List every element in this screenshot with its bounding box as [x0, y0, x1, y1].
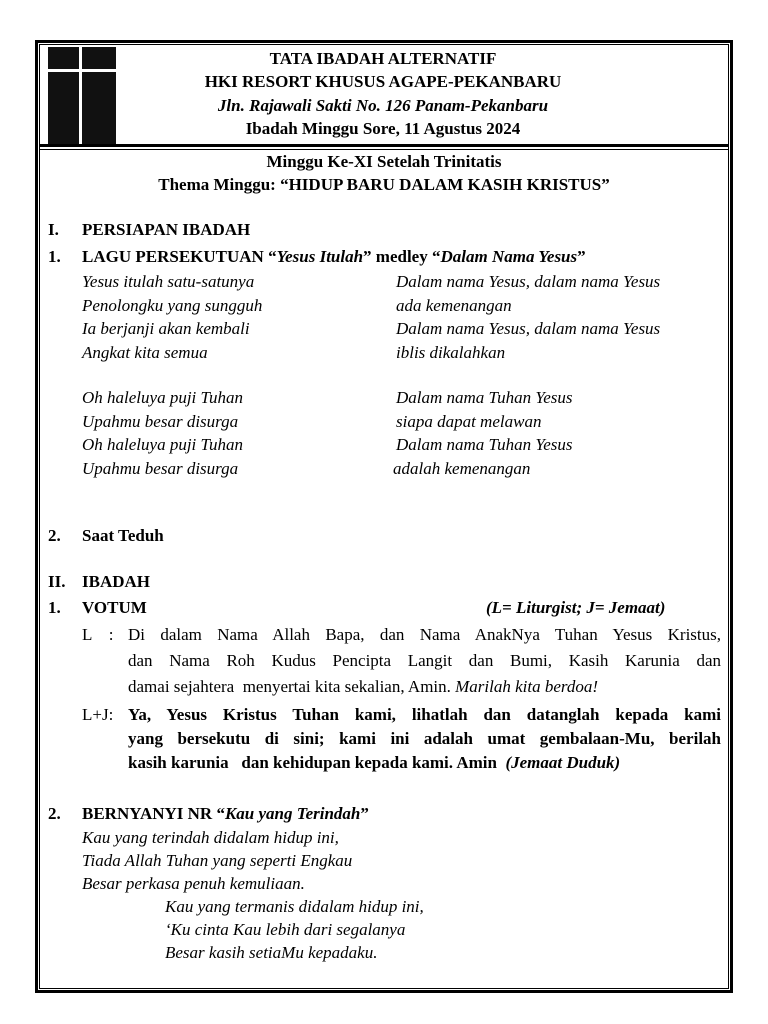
lyric-line: iblis dikalahkan [396, 342, 506, 362]
liturgist-line: dan Nama Roh Kudus Pencipta Langit dan Bumi, Kasih Karunia dan [128, 651, 721, 670]
lyric-line: Dalam nama Tuhan Yesus [396, 435, 573, 454]
lyric-line: Upahmu besar disurga [82, 411, 239, 431]
header-divider-thick [39, 144, 729, 147]
liturgist-label: L : [82, 625, 114, 644]
lyric-line: Dalam nama Yesus, dalam nama Yesus [396, 272, 661, 291]
item-title: Saat Teduh [82, 526, 164, 545]
sunday-label: Minggu Ke-XI Setelah Trinitatis [266, 152, 502, 171]
doc-title: TATA IBADAH ALTERNATIF [269, 49, 497, 68]
section-title: IBADAH [82, 572, 151, 591]
section-number: II. [48, 572, 66, 591]
lyric-line: siapa dapat melawan [396, 411, 542, 431]
item-title: VOTUM [82, 598, 147, 617]
lyric-line: Kau yang termanis didalam hidup ini, [165, 897, 424, 916]
item-number: 2. [48, 804, 61, 823]
lyric-line: Dalam nama Tuhan Yesus [396, 388, 573, 407]
church-name: HKI RESORT KHUSUS AGAPE-PEKANBARU [204, 72, 562, 91]
cross-icon [48, 47, 116, 145]
church-address: Jln. Rajawali Sakti No. 126 Panam-Pekanbaru [217, 96, 549, 115]
item-number: 1. [48, 598, 61, 617]
liturgist-line: Di dalam Nama Allah Bapa, dan Nama AnakNya Tuhan Yesus Kristus, [128, 625, 721, 644]
lyric-line: Yesus itulah satu-satunya [82, 272, 255, 291]
lyric-line: Oh haleluya puji Tuhan [82, 388, 244, 407]
congregation-line: kasih karunia dan kehidupan kepada kami. Amin (Jemaat Duduk) [128, 753, 621, 772]
congregation-line: Ya, Yesus Kristus Tuhan kami, lihatlah dan datanglah kepada kami [128, 705, 721, 724]
lyric-line: adalah kemenangan [393, 458, 531, 478]
section-number: I. [48, 220, 59, 239]
liturgist-line: damai sejahtera menyertai kita sekalian, Amin. Marilah kita berdoa! [128, 677, 599, 696]
lyric-line: ‘Ku cinta Kau lebih dari segalanya [165, 920, 406, 939]
service-date: Ibadah Minggu Sore, 11 Agustus 2024 [245, 119, 521, 138]
congregation-line: yang bersekutu di sini; kami ini adalah umat gembalaan-Mu, berilah [128, 729, 721, 748]
lyric-line: Oh haleluya puji Tuhan [82, 435, 244, 454]
lyric-line: Upahmu besar disurga [82, 458, 239, 478]
lyric-line: Tiada Allah Tuhan yang seperti Engkau [82, 851, 353, 870]
theme-title: Thema Minggu: “HIDUP BARU DALAM KASIH KRISTUS” [158, 175, 610, 194]
song-heading: BERNYANYI NR “Kau yang Terindah” [82, 804, 369, 823]
lyric-line: Besar perkasa penuh kemuliaan. [82, 874, 305, 893]
lyric-line: Angkat kita semua [82, 342, 208, 362]
lyric-line: Kau yang terindah didalam hidup ini, [82, 828, 339, 847]
lyric-line: Ia berjanji akan kembali [82, 319, 250, 338]
header-divider-thin [39, 149, 729, 150]
lyric-line: Penolongku yang sungguh [82, 295, 263, 315]
lyric-line: Besar kasih setiaMu kepadaku. [165, 943, 378, 962]
lyric-line: Dalam nama Yesus, dalam nama Yesus [396, 319, 661, 338]
song-heading: LAGU PERSEKUTUAN “Yesus Itulah” medley “Dalam Nama Yesus” [82, 247, 586, 266]
liturgist-congregation-label: L+J: [82, 705, 114, 724]
section-title: PERSIAPAN IBADAH [82, 220, 251, 239]
item-number: 1. [48, 247, 61, 266]
lyric-line: ada kemenangan [396, 295, 512, 315]
role-legend: (L= Liturgist; J= Jemaat) [486, 598, 666, 617]
item-number: 2. [48, 526, 61, 545]
